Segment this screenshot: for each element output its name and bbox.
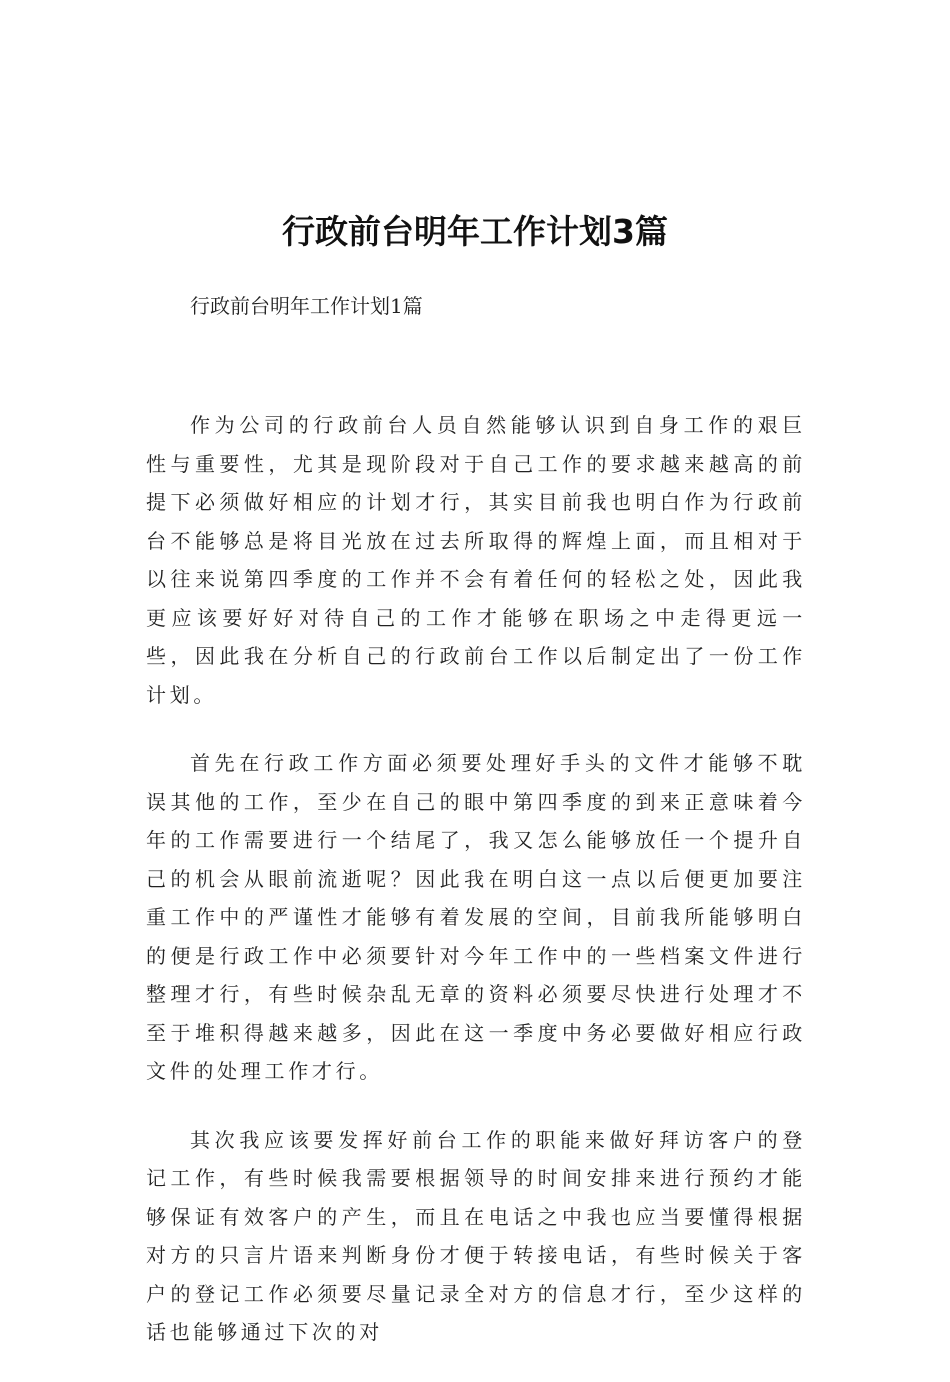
document-body [146,406,806,1382]
document-title: 行政前台明年工作计划3篇 [282,212,668,251]
body-paragraph-2: 首先在行政工作方面必须要处理好手头的文件才能够不耽误其他的工作，至少在自己的眼中第四季度的到来正意味着今年的工作需要进行一个结尾了，我又怎么能够放任一个提升自己的机会从眼前流逝呢？因此我在明白这一点以后便更加要注重工作中的严谨性才能够有着发展的空间，目前我所能够明白的便是行政工作中必须要针对今年工作中的一些档案文件进行整理才行，有些时候杂乱无章的资料必须要尽快进行处理才不至于堆积得越来越多，因此在这一季度中务必要做好相应行政文件的处理工作才行。 [146,751,806,1083]
body-paragraph-3: 其次我应该要发挥好前台工作的职能来做好拜访客户的登记工作，有些时候我需要根据领导的时间安排来进行预约才能够保证有效客户的产生，而且在电话之中我也应当要懂得根据对方的只言片语来判断身份才便于转接电话，有些时候关于客户的登记工作必须要尽量记录全对方的信息才行，至少这样的话也能够通过下次的对 [146,1127,806,1344]
body-paragraph-1: 作为公司的行政前台人员自然能够认识到自身工作的艰巨性与重要性，尤其是现阶段对于自己工作的要求越来越高的前提下必须做好相应的计划才行，其实目前我也明白作为行政前台不能够总是将目光放在过去所取得的辉煌上面，而且相对于以往来说第四季度的工作并不会有着任何的轻松之处，因此我更应该要好好对待自己的工作才能够在职场之中走得更远一些，因此我在分析自己的行政前台工作以后制定出了一份工作计划。 [146,413,806,707]
section-subheading: 行政前台明年工作计划1篇 [190,294,423,318]
